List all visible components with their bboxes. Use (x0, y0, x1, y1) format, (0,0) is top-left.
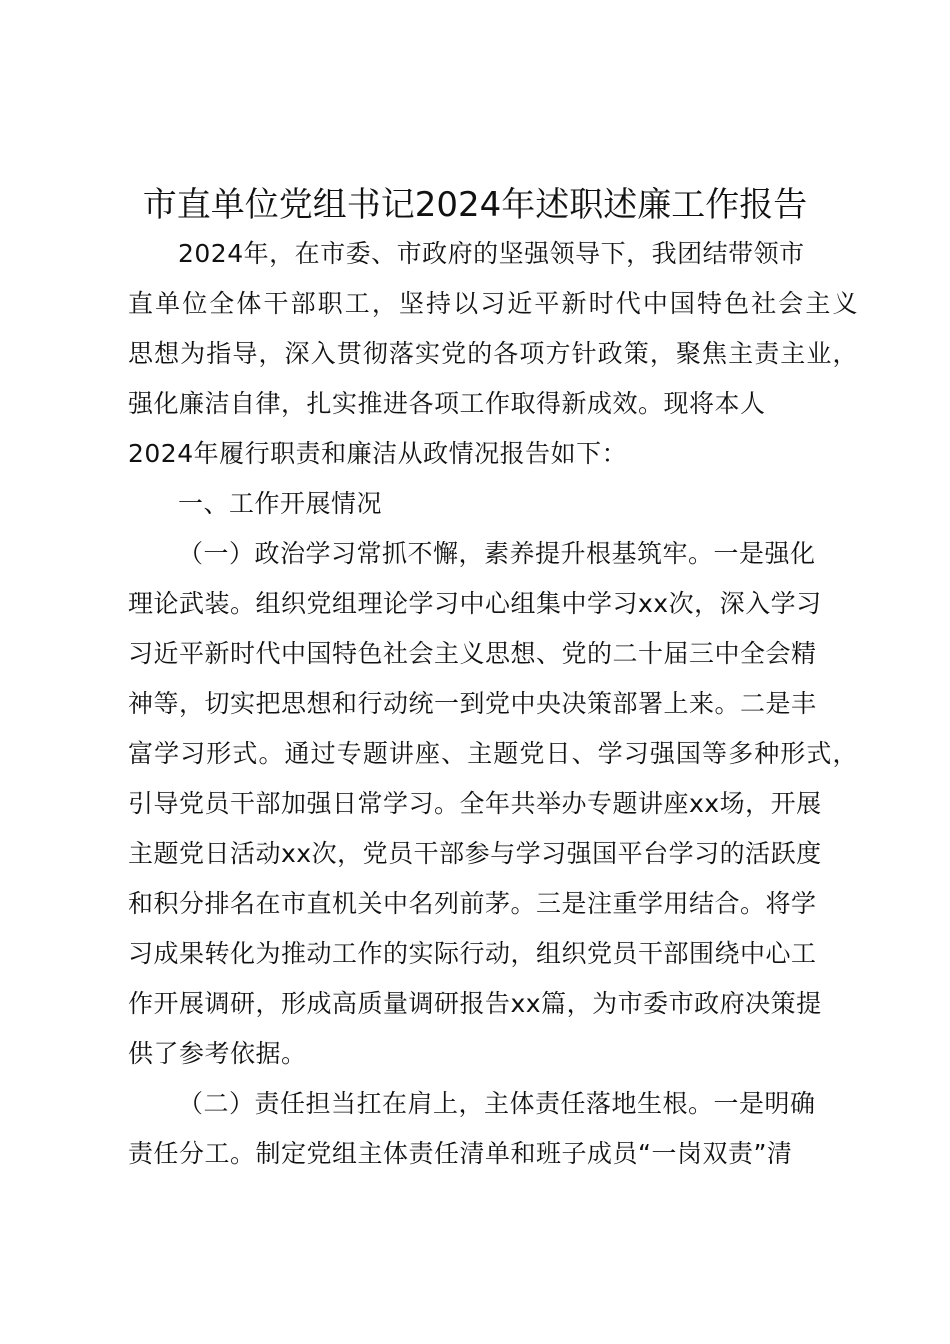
paragraph-line: 思想为指导，深入贯彻落实党的各项方针政策，聚焦主责主业， (128, 339, 858, 368)
paragraph-line: 习近平新时代中国特色社会主义思想、党的二十届三中全会精 (128, 639, 817, 668)
section-heading: 一、工作开展情况 (178, 489, 383, 518)
paragraph-line: 2024年，在市委、市政府的坚强领导下，我团结带领市 (178, 239, 805, 268)
paragraph-line: 习成果转化为推动工作的实际行动，组织党员干部围绕中心工 (128, 939, 817, 968)
paragraph-line: 作开展调研，形成高质量调研报告xx篇，为市委市政府决策提 (128, 989, 822, 1018)
paragraph-line: 直单位全体干部职工，坚持以习近平新时代中国特色社会主义 (128, 289, 858, 318)
paragraph-line: 神等，切实把思想和行动统一到党中央决策部署上来。二是丰 (128, 689, 817, 718)
paragraph-line: 供了参考依据。 (128, 1039, 307, 1068)
paragraph-line: 主题党日活动xx次，党员干部参与学习强国平台学习的活跃度 (128, 839, 822, 868)
paragraph-line: 强化廉洁自律，扎实推进各项工作取得新成效。现将本人 (128, 389, 766, 418)
paragraph-line: 引导党员干部加强日常学习。全年共举办专题讲座xx场，开展 (128, 789, 822, 818)
document-title: 市直单位党组书记2024年述职述廉工作报告 (142, 185, 808, 225)
paragraph-line: 和积分排名在市直机关中名列前茅。三是注重学用结合。将学 (128, 889, 817, 918)
paragraph-line: 责任分工。制定党组主体责任清单和班子成员“一岗双责”清 (128, 1139, 793, 1168)
paragraph-line: 富学习形式。通过专题讲座、主题党日、学习强国等多种形式， (128, 739, 858, 768)
document-body (128, 229, 858, 1179)
paragraph-line: （二）责任担当扛在肩上，主体责任落地生根。一是明确 (178, 1089, 816, 1118)
paragraph-line: 2024年履行职责和廉洁从政情况报告如下： (128, 439, 628, 468)
paragraph-line: （一）政治学习常抓不懈，素养提升根基筑牢。一是强化 (178, 539, 816, 568)
paragraph-line: 理论武装。组织党组理论学习中心组集中学习xx次，深入学习 (128, 589, 822, 618)
